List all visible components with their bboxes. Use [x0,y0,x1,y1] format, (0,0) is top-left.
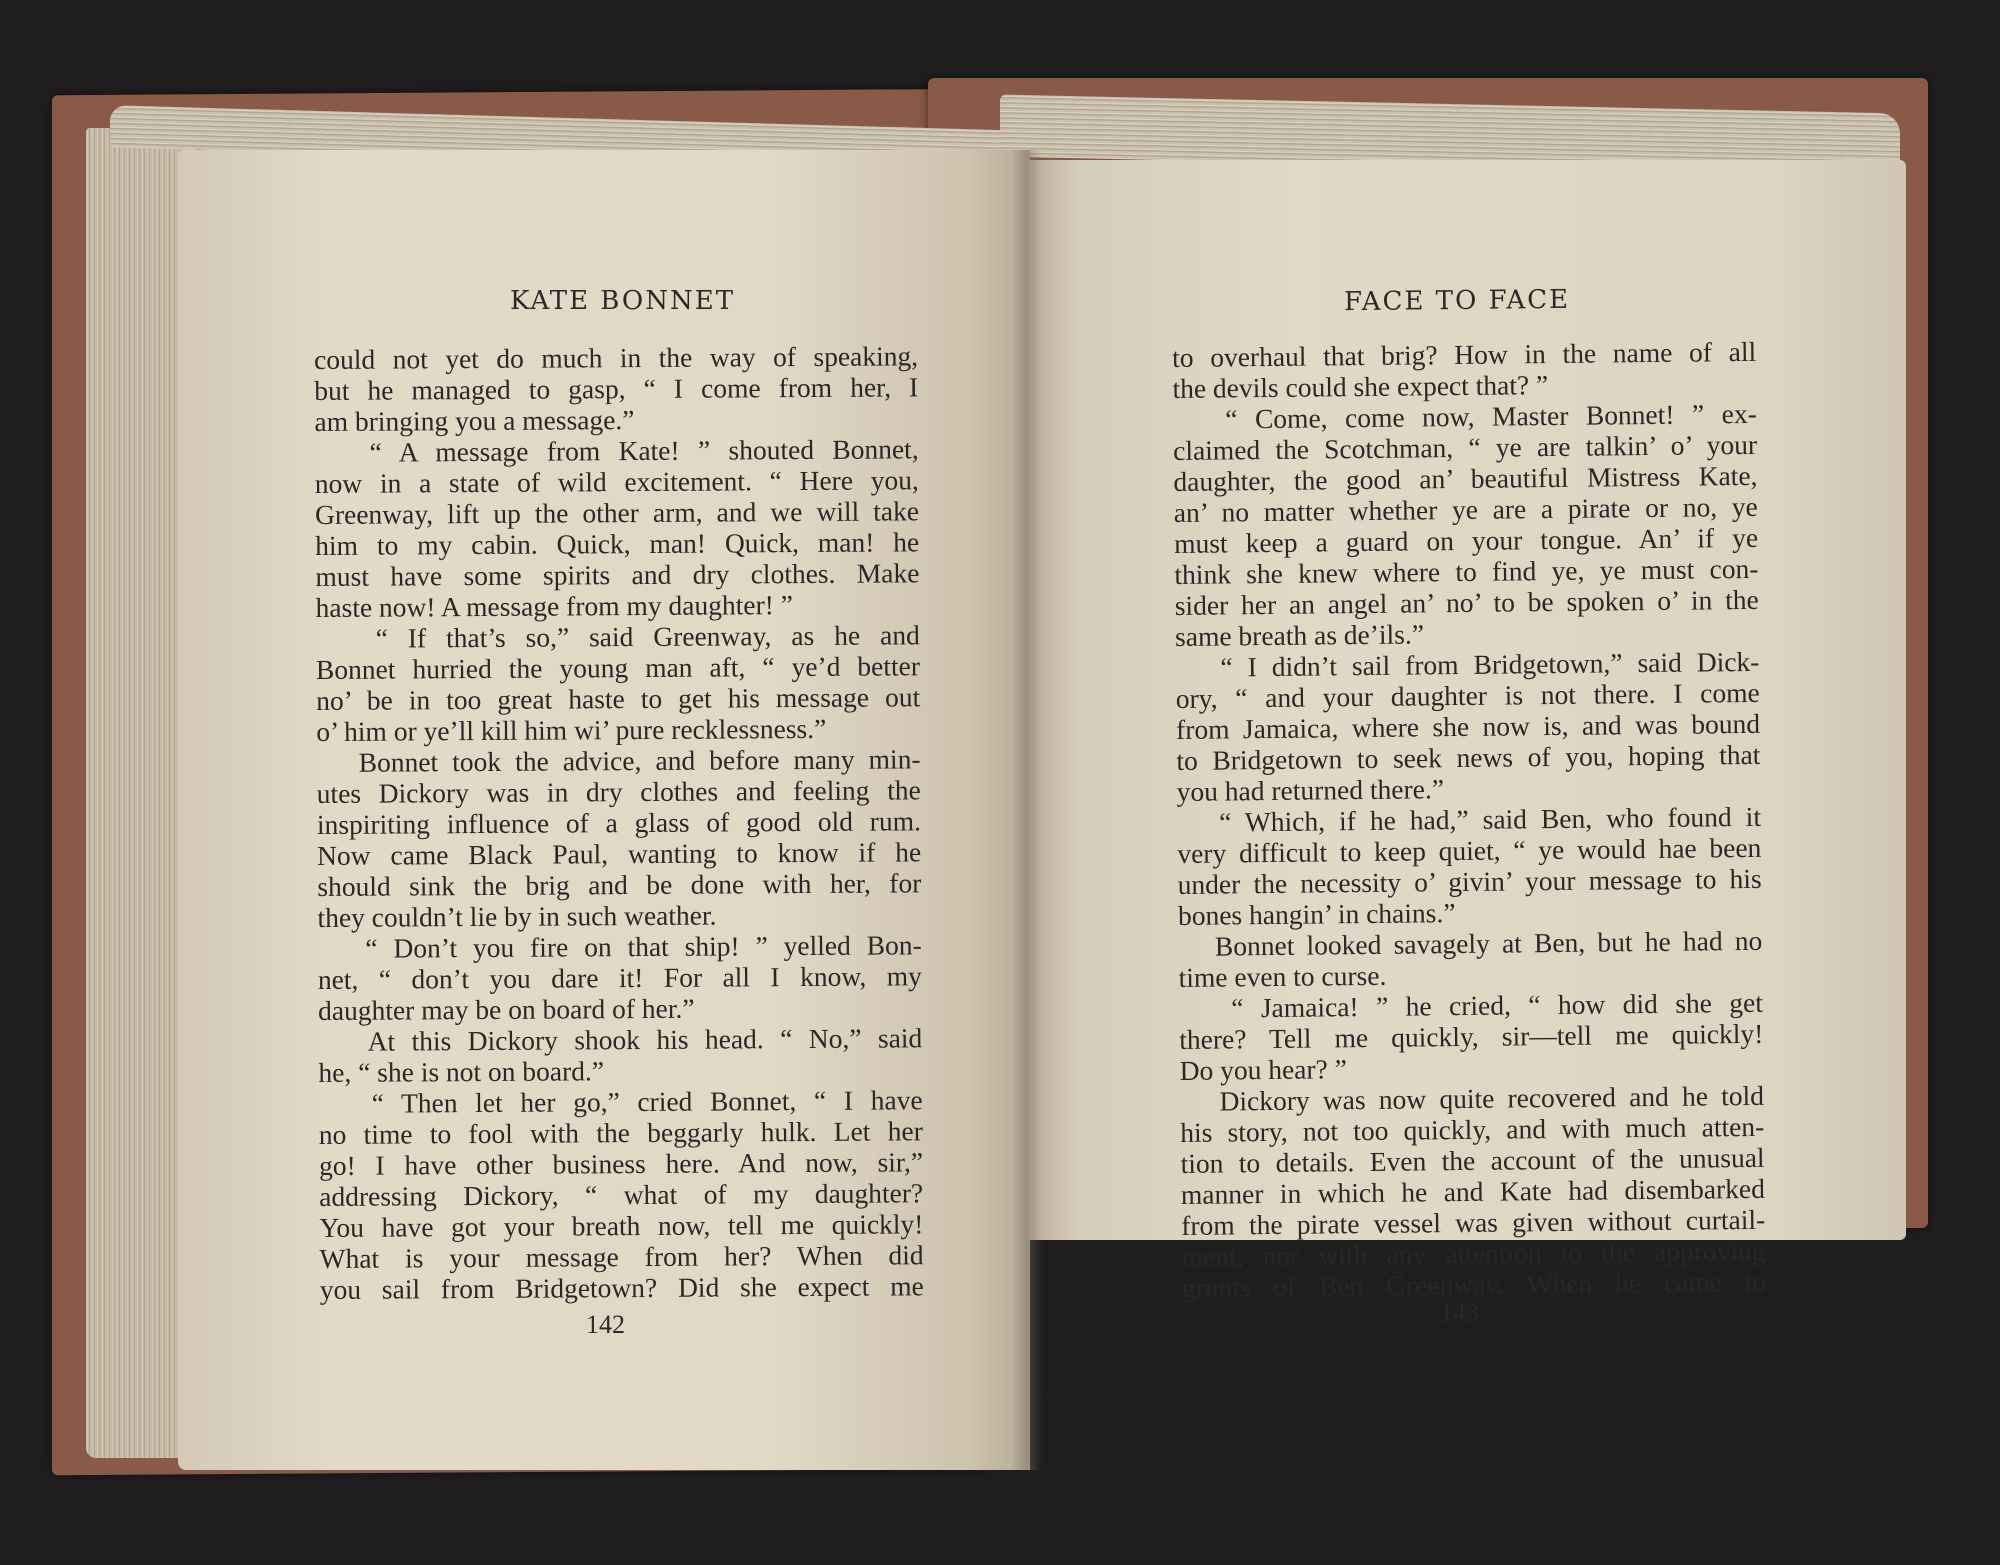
text-line: tion to details. Even the account of the unusual [1180,1141,1765,1179]
text-line: his story, not too quickly, and with much atten- [1180,1110,1765,1148]
text-line: could not yet do much in the way of speaking, [314,340,919,375]
text-line: should sink the brig and be done with her, for [317,867,922,902]
text-line: claimed the Scotchman, “ ye are talkin’ o’ your [1172,428,1758,466]
text-line: “ I didn’t sail from Bridgetown,” said Dick- [1175,645,1760,683]
text-line: Greenway, lift up the other arm, and we will take [314,495,920,530]
text-line: there? Tell me quickly, sir—tell me quickly! [1179,1017,1764,1055]
text-line: must have some spirits and dry clothes. Make [315,557,920,592]
text-line: net, “ don’t you dare it! For all I know, my [317,960,922,995]
text-line: daughter may be on board of her.” [317,992,695,1026]
text-line: inspiriting influence of a glass of good old rum. [316,805,922,840]
text-line: “ A message from Kate! ” shouted Bonnet, [314,433,919,468]
text-line: you sail from Bridgetown? Did she expect me [319,1270,924,1305]
text-line: to overhaul that brig? How in the name of all [1172,335,1757,373]
text-line: Dickory was now quite recovered and he told [1179,1079,1765,1117]
text-line: him to my cabin. Quick, man! Quick, man! he [315,526,920,561]
text-line: no’ be in too great haste to get his message out [316,681,921,716]
text-line: Bonnet took the advice, and before many min- [316,743,921,778]
text-line: go! I have other business here. And now, sir,” [318,1146,924,1181]
text-line: haste now! A message from my daughter! ” [315,589,794,623]
text-line: You have got your breath now, tell me quickly! [319,1208,924,1243]
left-page-number: 142 [586,1310,625,1339]
text-line: ory, “ and your daughter is not there. I come [1175,676,1760,714]
right-page-text [1172,336,1766,1303]
text-line: “ Come, come now, Master Bonnet! ” ex- [1172,397,1757,435]
text-line: to Bridgetown to seek news of you, hoping that [1176,738,1761,776]
text-line: grunts of Ben Greenway. When he came to [1181,1265,1767,1303]
text-line: under the necessity o’ givin’ your message to his [1177,862,1762,900]
text-line: no time to fool with the beggarly hulk. Let her [318,1115,923,1150]
left-running-head: KATE BONNET [510,286,736,316]
text-line: Bonnet hurried the young man aft, “ ye’d better [315,650,921,685]
text-line: “ Then let her go,” cried Bonnet, “ I have [318,1084,923,1119]
text-line: Now came Black Paul, wanting to know if he [317,836,922,871]
left-page-text [314,340,924,1305]
text-line: an’ no matter whether ye are a pirate or no, ye [1173,490,1758,528]
text-line: o’ him or ye’ll kill him wi’ pure recklessness.” [316,712,827,747]
text-line: time even to curse. [1178,959,1387,993]
text-line: What is your message from her? When did [319,1239,924,1274]
text-line: “ Which, if he had,” said Ben, who found it [1176,800,1762,838]
text-line: “ Jamaica! ” he cried, “ how did she get [1178,986,1764,1024]
text-line: “ If that’s so,” said Greenway, as he and [315,619,920,654]
text-line: now in a state of wild excitement. “ Here you, [314,464,919,499]
text-line: am bringing you a message.” [314,404,635,437]
text-line: daughter, the good an’ beautiful Mistress Kate, [1173,459,1758,497]
text-line: Bonnet looked savagely at Ben, but he had no [1178,924,1763,962]
text-line: ment, nor with any attention to the approving [1181,1234,1766,1272]
text-line: think she knew where to find ye, ye must con- [1174,552,1759,590]
text-line: Do you hear? ” [1179,1053,1348,1086]
book-gutter [1012,150,1042,1470]
right-page-number: 143 [1440,1298,1479,1327]
text-line: same breath as de’ils.” [1174,618,1425,652]
text-line: they couldn’t lie by in such weather. [317,899,717,933]
text-line: from Jamaica, where she now is, and was bound [1175,707,1761,745]
text-line: addressing Dickory, “ what of my daughter? [319,1177,924,1212]
text-line: he, “ she is not on board.” [318,1055,605,1088]
text-line: very difficult to keep quiet, “ ye would hae been [1177,831,1762,869]
text-line: must keep a guard on your tongue. An’ if ye [1173,521,1759,559]
text-line: “ Don’t you fire on that ship! ” yelled Bon- [317,929,922,964]
text-line: from the pirate vessel was given without curtail- [1181,1203,1766,1241]
text-line: At this Dickory shook his head. “ No,” said [318,1022,923,1057]
right-running-head: FACE TO FACE [1343,284,1571,318]
text-line: the devils could she expect that? ” [1172,369,1549,404]
text-line: but he managed to gasp, “ I come from her, I [314,371,919,406]
text-line: sider her an angel an’ no’ to be spoken o’ in the [1174,583,1759,621]
text-line: you had returned there.” [1176,773,1445,807]
text-line: manner in which he and Kate had disembarked [1180,1172,1766,1210]
text-line: bones hangin’ in chains.” [1177,897,1456,931]
text-line: utes Dickory was in dry clothes and feeling the [316,774,921,809]
